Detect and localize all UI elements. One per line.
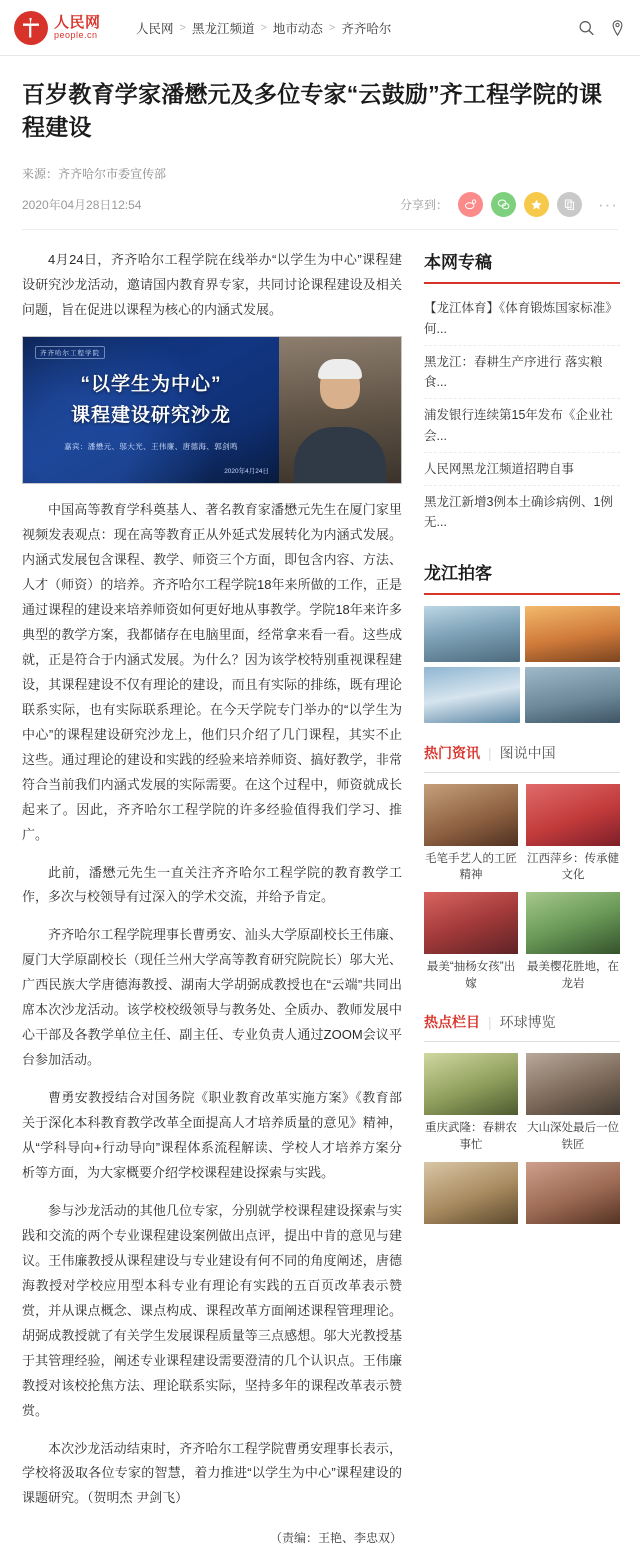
logo-text-cn: 人民网 — [54, 13, 101, 31]
tab-separator: | — [488, 744, 492, 761]
article-image-video-pane — [279, 337, 401, 483]
article-image-line2: 课程建设研究沙龙 — [70, 404, 231, 426]
article-image — [22, 336, 402, 484]
photo-miner — [526, 1053, 620, 1115]
breadcrumb-separator: > — [179, 21, 186, 34]
list-item[interactable]: 【龙江体育】《体育锻炼国家标准》何... — [424, 292, 620, 346]
card-caption: 重庆武隆：春耕农事忙 — [425, 1122, 517, 1151]
site-logo[interactable] — [14, 11, 122, 45]
weibo-icon[interactable] — [458, 192, 483, 217]
article-source: 来源：齐齐哈尔市委宣传部 — [22, 167, 167, 182]
tab-global-view[interactable]: 环球博览 — [499, 1014, 556, 1031]
article-paragraph: 此前，潘懋元先生一直关注齐齐哈尔工程学院的教育教学工作，多次与校领导有过深入的学术交流，并给予肯定。 — [22, 864, 402, 905]
panel-special-reports — [424, 248, 620, 538]
photo-sunset-field[interactable] — [525, 606, 621, 662]
photo-cherry — [526, 892, 620, 954]
article-paragraph: 本次沙龙活动结束时，齐齐哈尔工程学院曹勇安理事长表示，学校将汲取各位专家的智慧，着力推进“以学生为中心”课程建设的课题研究。（贺明杰 尹剑飞） — [22, 1440, 402, 1506]
article-paragraph: 曹勇安教授结合对国务院《职业教育改革实施方案》《教育部关于深化本科教育教学改革全面提高人才培养质量的意见》精神，从“学科导向+行动导向”课程体系流程解读、学校人才培养方案分析等方面，为大家概要介绍学校课程建设探索与实践。 — [22, 1090, 402, 1180]
article-image-line3: 嘉宾：潘懋元、邬大光、王伟廉、唐德海、郭剑鸣 — [64, 441, 238, 451]
list-item[interactable] — [424, 1162, 518, 1229]
list-item[interactable] — [424, 1053, 518, 1153]
article-body — [22, 248, 402, 1546]
panel-title-special: 本网专稿 — [424, 248, 620, 284]
card-caption: 最美樱花胜地，在龙岩 — [527, 960, 619, 990]
breadcrumb-item-2[interactable]: 地市动态 — [272, 21, 323, 36]
breadcrumb-separator: > — [328, 21, 336, 34]
people-logo-icon — [14, 11, 48, 45]
photo-grid — [424, 606, 620, 723]
breadcrumb-separator: > — [260, 21, 267, 34]
list-item[interactable]: 黑龙江新增3例本土确诊病例、1例无... — [424, 495, 613, 530]
photo-winter-lake[interactable] — [424, 606, 520, 662]
article-date: 2020年04月28日12:54 — [22, 198, 142, 213]
qzone-icon[interactable] — [524, 192, 549, 217]
wechat-icon[interactable] — [491, 192, 516, 217]
breadcrumb-item-3[interactable]: 齐齐哈尔 — [341, 21, 392, 36]
tab-hot-news[interactable]: 热门资讯 — [424, 744, 480, 761]
photo-dance — [526, 784, 620, 846]
article-image-line1: “以学生为中心” — [80, 373, 222, 395]
location-icon[interactable] — [609, 19, 626, 36]
breadcrumb-item-0[interactable]: 人民网 — [136, 21, 174, 36]
card-caption: 毛笔手艺人的工匠精神 — [425, 852, 517, 882]
article-image-line4: 2020年4月24日 — [224, 468, 269, 476]
article-image-tag: 齐齐哈尔工程学院 — [35, 346, 105, 359]
share-bar — [400, 192, 618, 217]
photo-girl — [424, 892, 518, 954]
list-item[interactable] — [424, 784, 518, 884]
card-caption: 大山深处最后一位铁匠 — [527, 1122, 619, 1151]
panel-title-hot — [424, 743, 620, 773]
photo-bottom-left — [424, 1162, 518, 1224]
list-item[interactable] — [526, 1162, 620, 1229]
photo-farm — [424, 1053, 518, 1115]
article-paragraph: 中国高等教育学科奠基人、著名教育家潘懋元先生在厦门家里视频发表观点：现在高等教育正从外延式发展转化为内涵式发展。内涵式发展包含课程、教学、师资三个方面，即包含内容、方法、人才（师资）的培养。齐齐哈尔工程学院18年来所做的工作，正是通过课程的建设来培养师资如何更好地从事教学。学院18年来许多典型的教学方案，我都储存在电脑里面，经常拿来看一看。这些成就，正是符合于内涵式发展。为什么？因为该学校特别重视课程建设，其课程建设不仅有理论的建设，而且有实际的排练，既有理论联系实际，也有实际联系理论。在今天学院专门举办的“以学生为中心”的课程建设研究沙龙上，他们只介绍了几门课程，其实不止这些。通过理论的建设和实践的经验来培养师资、搞好教学，非常符合当前我们内涵式发展的实际需要。在这个过程中，师资就成长起来了。因此，齐齐哈尔工程学院的许多经验值得我们学习、推广。 — [22, 502, 402, 842]
list-item[interactable] — [424, 892, 518, 992]
list-item[interactable] — [526, 1053, 620, 1153]
panel-hot-news — [424, 743, 620, 993]
article-paragraph: 参与沙龙活动的其他几位专家，分别就学校课程建设探索与实践和交流的两个专业课程建设案例做出点评，提出中肯的意见与建议。王伟廉教授从课程建设与专业建设有何不同的角度阐述，唐德海教授对学校应用型本科专业有理论有实践的五百页改革表示赞赏，并从课点概念、课点构成、课程改革方面阐述课程管理理论。胡弼成教授就了有关学生发展课程质量等三点感想。邬大光教授基于其管理经验，阐述专业课程建设需要澄清的几个认识点。王伟廉教授对该校抡焦方法、理论联系实际，坚持多年的课程改革表示赞赏。 — [22, 1202, 402, 1418]
share-label: 分享到： — [400, 198, 449, 213]
tab-hot-columns[interactable]: 热点栏目 — [424, 1014, 480, 1031]
tab-picture-china[interactable]: 图说中国 — [499, 744, 556, 761]
panel-hot-columns — [424, 1012, 620, 1228]
photo-craftsman — [424, 784, 518, 846]
breadcrumb-item-1[interactable]: 黑龙江频道 — [191, 21, 255, 36]
breadcrumb — [136, 19, 391, 37]
page-title: 百岁教育学家潘懋元及多位专家“云鼓励”齐工程学院的课程建设 — [22, 81, 603, 140]
list-item[interactable]: 浦发银行连续第15年发布《企业社会... — [424, 399, 620, 453]
hot-card-grid — [424, 784, 620, 993]
site-header — [0, 0, 640, 56]
list-item[interactable]: 人民网黑龙江频道招聘自事 — [424, 453, 620, 486]
list-item[interactable] — [526, 892, 620, 992]
list-item[interactable] — [526, 784, 620, 884]
sidebar — [424, 248, 620, 1546]
header-icon-group — [578, 19, 626, 36]
more-options-button[interactable]: ··· — [598, 194, 618, 214]
panel-title-photos: 龙江拍客 — [424, 559, 620, 595]
photo-ice-floe[interactable] — [424, 667, 520, 723]
search-icon[interactable] — [578, 19, 595, 36]
photo-ice-sculpture[interactable] — [525, 667, 621, 723]
tab-separator: | — [488, 1014, 492, 1031]
special-news-list — [424, 284, 620, 538]
article-paragraph: 齐齐哈尔工程学院理事长曹勇安、汕头大学原副校长王伟廉、厦门大学原副校长（现任兰州大学高等教育研究院院长）邬大光、广西民族大学唐德海教授、湖南大学胡弼成教授也在“云端”共同出席本次沙龙活动。该学校校级领导与教务处、全质办、教师发展中心干部及各教学单位主任、副主任、专业负责人通过ZOOM会议平台参加活动。 — [22, 927, 402, 1068]
panel-photos — [424, 559, 620, 723]
copy-link-icon[interactable] — [557, 192, 582, 217]
article-paragraph: 4月24日，齐齐哈尔工程学院在线举办“以学生为中心”课程建设研究沙龙活动，邀请国内教育界专家，共同讨论课程建设及相关问题，旨在促进以课程为核心的内涵式发展。 — [22, 252, 402, 318]
card-caption: 江西萍乡：传承健文化 — [527, 852, 619, 882]
article-meta-row — [22, 192, 618, 230]
article-signature: （责编：王艳、李忠双） — [269, 1531, 402, 1546]
panel-title-column — [424, 1012, 620, 1042]
list-item[interactable]: 黑龙江：春耕生产序进行 落实粮食... — [424, 346, 620, 400]
card-caption: 最美“抽杨女孩”出嫁 — [426, 960, 516, 990]
photo-bottom-right — [526, 1162, 620, 1224]
column-card-grid — [424, 1053, 620, 1228]
article-image-slide — [23, 337, 279, 483]
logo-text-en: people.cn — [54, 29, 98, 40]
